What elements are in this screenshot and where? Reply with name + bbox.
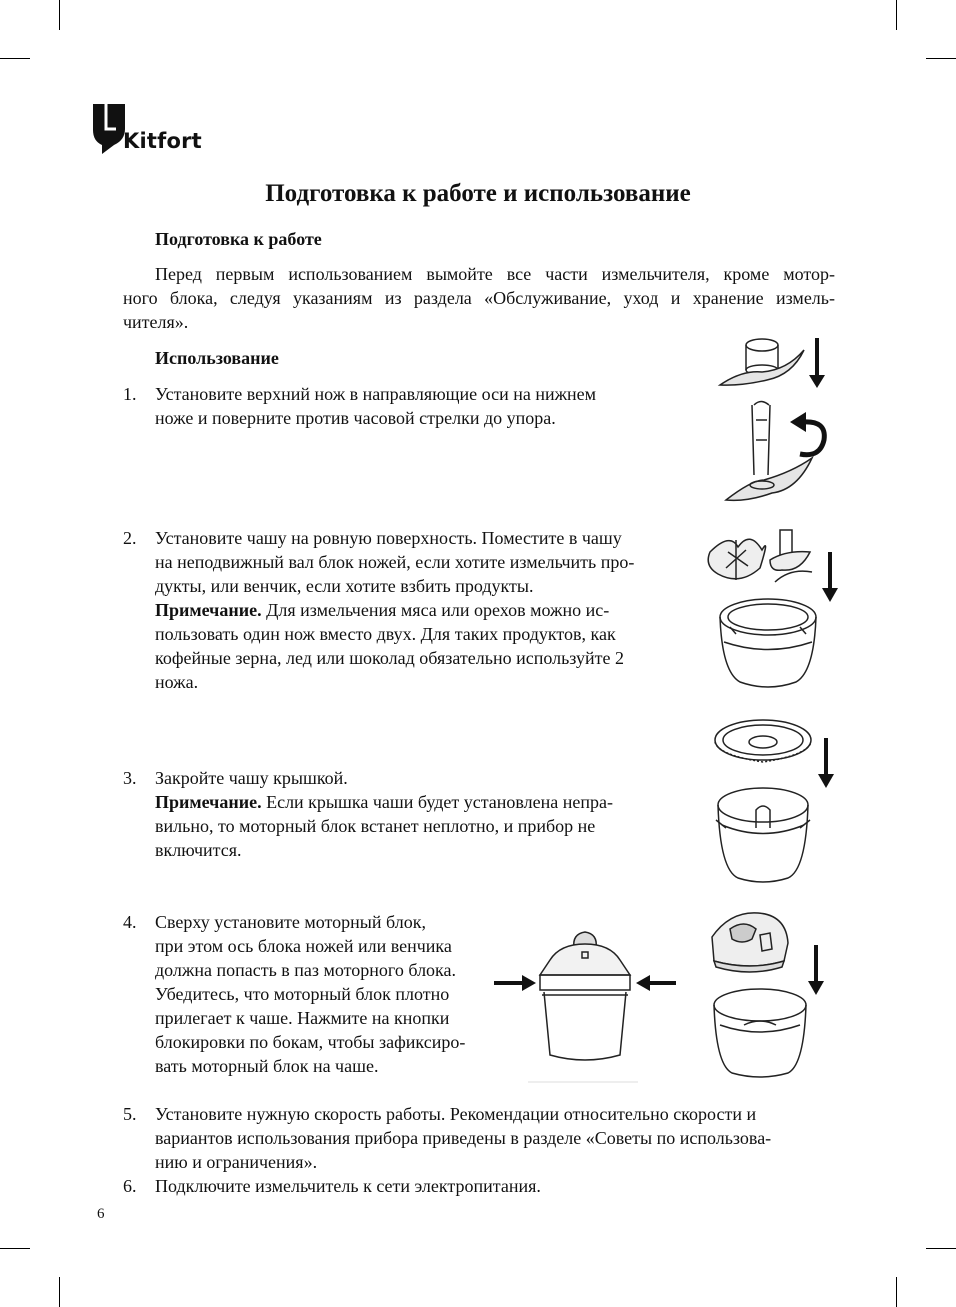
crop-mark bbox=[0, 1248, 30, 1249]
page-title: Подготовка к работе и использование bbox=[265, 180, 691, 207]
step-6: 6. Подключите измельчитель к сети электропитания. bbox=[123, 1176, 541, 1196]
assembled-device-illustration bbox=[490, 920, 680, 1085]
brand-name: Kitfort bbox=[123, 129, 202, 153]
note-label: Примечание. bbox=[155, 792, 262, 812]
step-4: 4. Сверху установите моторный блок, при этом ось блока ножей или венчика должна попасть в паз моторного блока. Убедитесь, что моторный блок плотно прилегает к чаше. Нажмите на кнопки блокировки по бокам, чтобы зафиксиро- вать моторный блок на чаше. bbox=[123, 912, 466, 1076]
step-5: 5. Установите нужную скорость работы. Рекомендации относительно скорости и вариантов использования прибора приведены в разделе «Советы по использова- нию и ограничения». bbox=[123, 1104, 772, 1172]
crop-mark bbox=[59, 1277, 60, 1307]
bowl-with-blades-illustration bbox=[700, 522, 845, 694]
page-number: 6 bbox=[97, 1206, 105, 1222]
note-label: Примечание. bbox=[155, 600, 262, 620]
bowl-lid-illustration bbox=[708, 710, 843, 890]
crop-mark bbox=[0, 58, 30, 59]
crop-mark bbox=[59, 0, 60, 30]
logo-mark-icon bbox=[92, 103, 126, 155]
step-3: 3. Закройте чашу крышкой. Примечание. Если крышка чаши будет установлена непра- вильно, то моторный блок встанет неплотно, и прибор не включится. bbox=[123, 768, 614, 860]
motor-block-on-bowl-illustration bbox=[700, 905, 840, 1083]
crop-mark bbox=[926, 1248, 956, 1249]
step-2: 2. Установите чашу на ровную поверхность. Поместите в чашу на неподвижный вал блок ножей, если хотите измельчить про- дукты, или венчик, если хотите взбить продукты. Примечание. Для измельчения мяса или орехов можно ис- пользовать один нож вместо двух. Для таких продуктов, как кофейные зерна, лед или шоколад обязательно используйте 2 ножа. bbox=[123, 528, 635, 692]
step-1: 1. Установите верхний нож в направляющие оси на нижнем ноже и поверните против часовой стрелки до упора. bbox=[123, 384, 597, 428]
section-heading-preparation: Подготовка к работе bbox=[155, 229, 322, 249]
crop-mark bbox=[896, 1277, 897, 1307]
crop-mark bbox=[926, 58, 956, 59]
section-heading-usage: Использование bbox=[155, 348, 279, 368]
crop-mark bbox=[896, 0, 897, 30]
preparation-text: Перед первым использованием вымойте все части измельчителя, кроме мотор- ного блока, следуя указаниям из раздела «Обслуживание, уход и хранение измель- чителя». bbox=[123, 264, 835, 332]
blade-assembly-illustration bbox=[712, 330, 837, 510]
